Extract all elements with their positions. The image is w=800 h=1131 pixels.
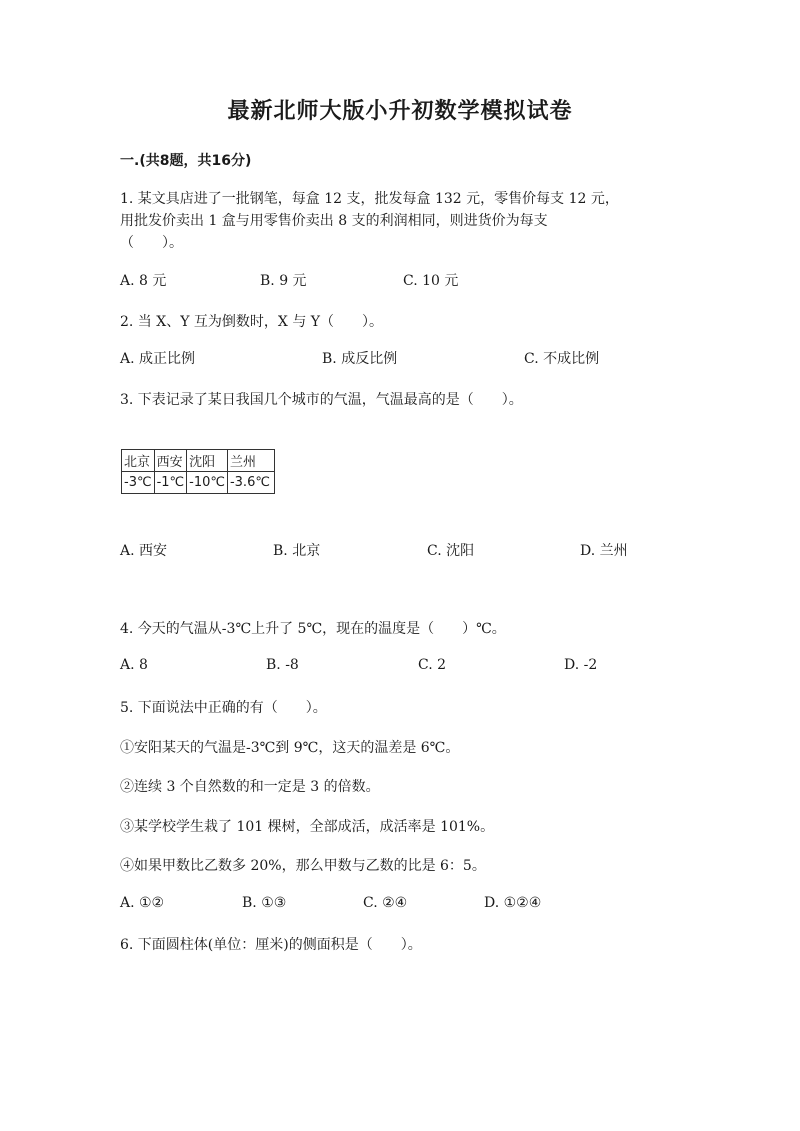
question-1-line-2: 用批发价卖出 1 盒与用零售价卖出 8 支的利润相同，则进货价为每支 [120,213,548,229]
table-cell-city: 西安 [154,450,187,472]
question-2-option-c: C. 不成比例 [524,351,600,367]
table-cell-city: 沈阳 [187,450,228,472]
question-1-line-3: （ ）。 [120,235,183,251]
question-2-text: 2. 当 X、Y 互为倒数时，X 与 Y（ ）。 [120,314,384,330]
question-4-option-c: C. 2 [418,657,447,673]
question-2-option-b: B. 成反比例 [322,351,398,367]
question-5-statement-2: ②连续 3 个自然数的和一定是 3 的倍数。 [120,779,380,795]
question-3-option-c: C. 沈阳 [427,543,475,559]
question-5-option-d: D. ①②④ [484,895,542,911]
question-6-text: 6. 下面圆柱体(单位：厘米)的侧面积是（ ）。 [120,937,422,953]
table-cell-city: 兰州 [227,450,274,472]
section-heading: 一.(共8题，共16分) [120,153,252,169]
question-1-line-1: 1. 某文具店进了一批钢笔，每盒 12 支，批发每盒 132 元，零售价每支 12 元， [120,191,619,207]
question-5-statement-3: ③某学校学生栽了 101 棵树，全部成活，成活率是 101%。 [120,819,495,835]
question-3-option-a: A. 西安 [120,543,168,559]
question-3-option-d: D. 兰州 [580,543,628,559]
question-5-statement-1: ①安阳某天的气温是-3℃到 9℃，这天的温差是 6℃。 [120,740,460,756]
table-cell-city: 北京 [122,450,155,472]
table-cell-temp: -1℃ [154,472,187,494]
question-5-text: 5. 下面说法中正确的有（ ）。 [120,700,327,716]
question-3-text: 3. 下表记录了某日我国几个城市的气温，气温最高的是（ ）。 [120,392,523,408]
temperature-table [121,449,275,494]
question-5-option-b: B. ①③ [242,895,287,911]
page-title: 最新北师大版小升初数学模拟试卷 [227,99,573,124]
question-4-text: 4. 今天的气温从-3℃上升了 5℃，现在的温度是（ ）℃。 [120,621,506,637]
question-5-statement-4: ④如果甲数比乙数多 20%，那么甲数与乙数的比是 6：5。 [120,858,486,874]
table-cell-temp: -3℃ [122,472,155,494]
table-row-cities [122,450,275,472]
table-row-temps [122,472,275,494]
question-2-option-a: A. 成正比例 [120,351,196,367]
question-4-option-b: B. -8 [266,657,299,673]
question-1-option-b: B. 9 元 [260,273,307,289]
question-5-option-c: C. ②④ [363,895,408,911]
question-1-option-c: C. 10 元 [403,273,459,289]
table-cell-temp: -3.6℃ [227,472,274,494]
question-4-option-a: A. 8 [120,657,148,673]
question-3-option-b: B. 北京 [273,543,321,559]
question-4-option-d: D. -2 [564,657,598,673]
question-5-option-a: A. ①② [120,895,165,911]
table-cell-temp: -10℃ [187,472,228,494]
question-1-option-a: A. 8 元 [120,273,167,289]
